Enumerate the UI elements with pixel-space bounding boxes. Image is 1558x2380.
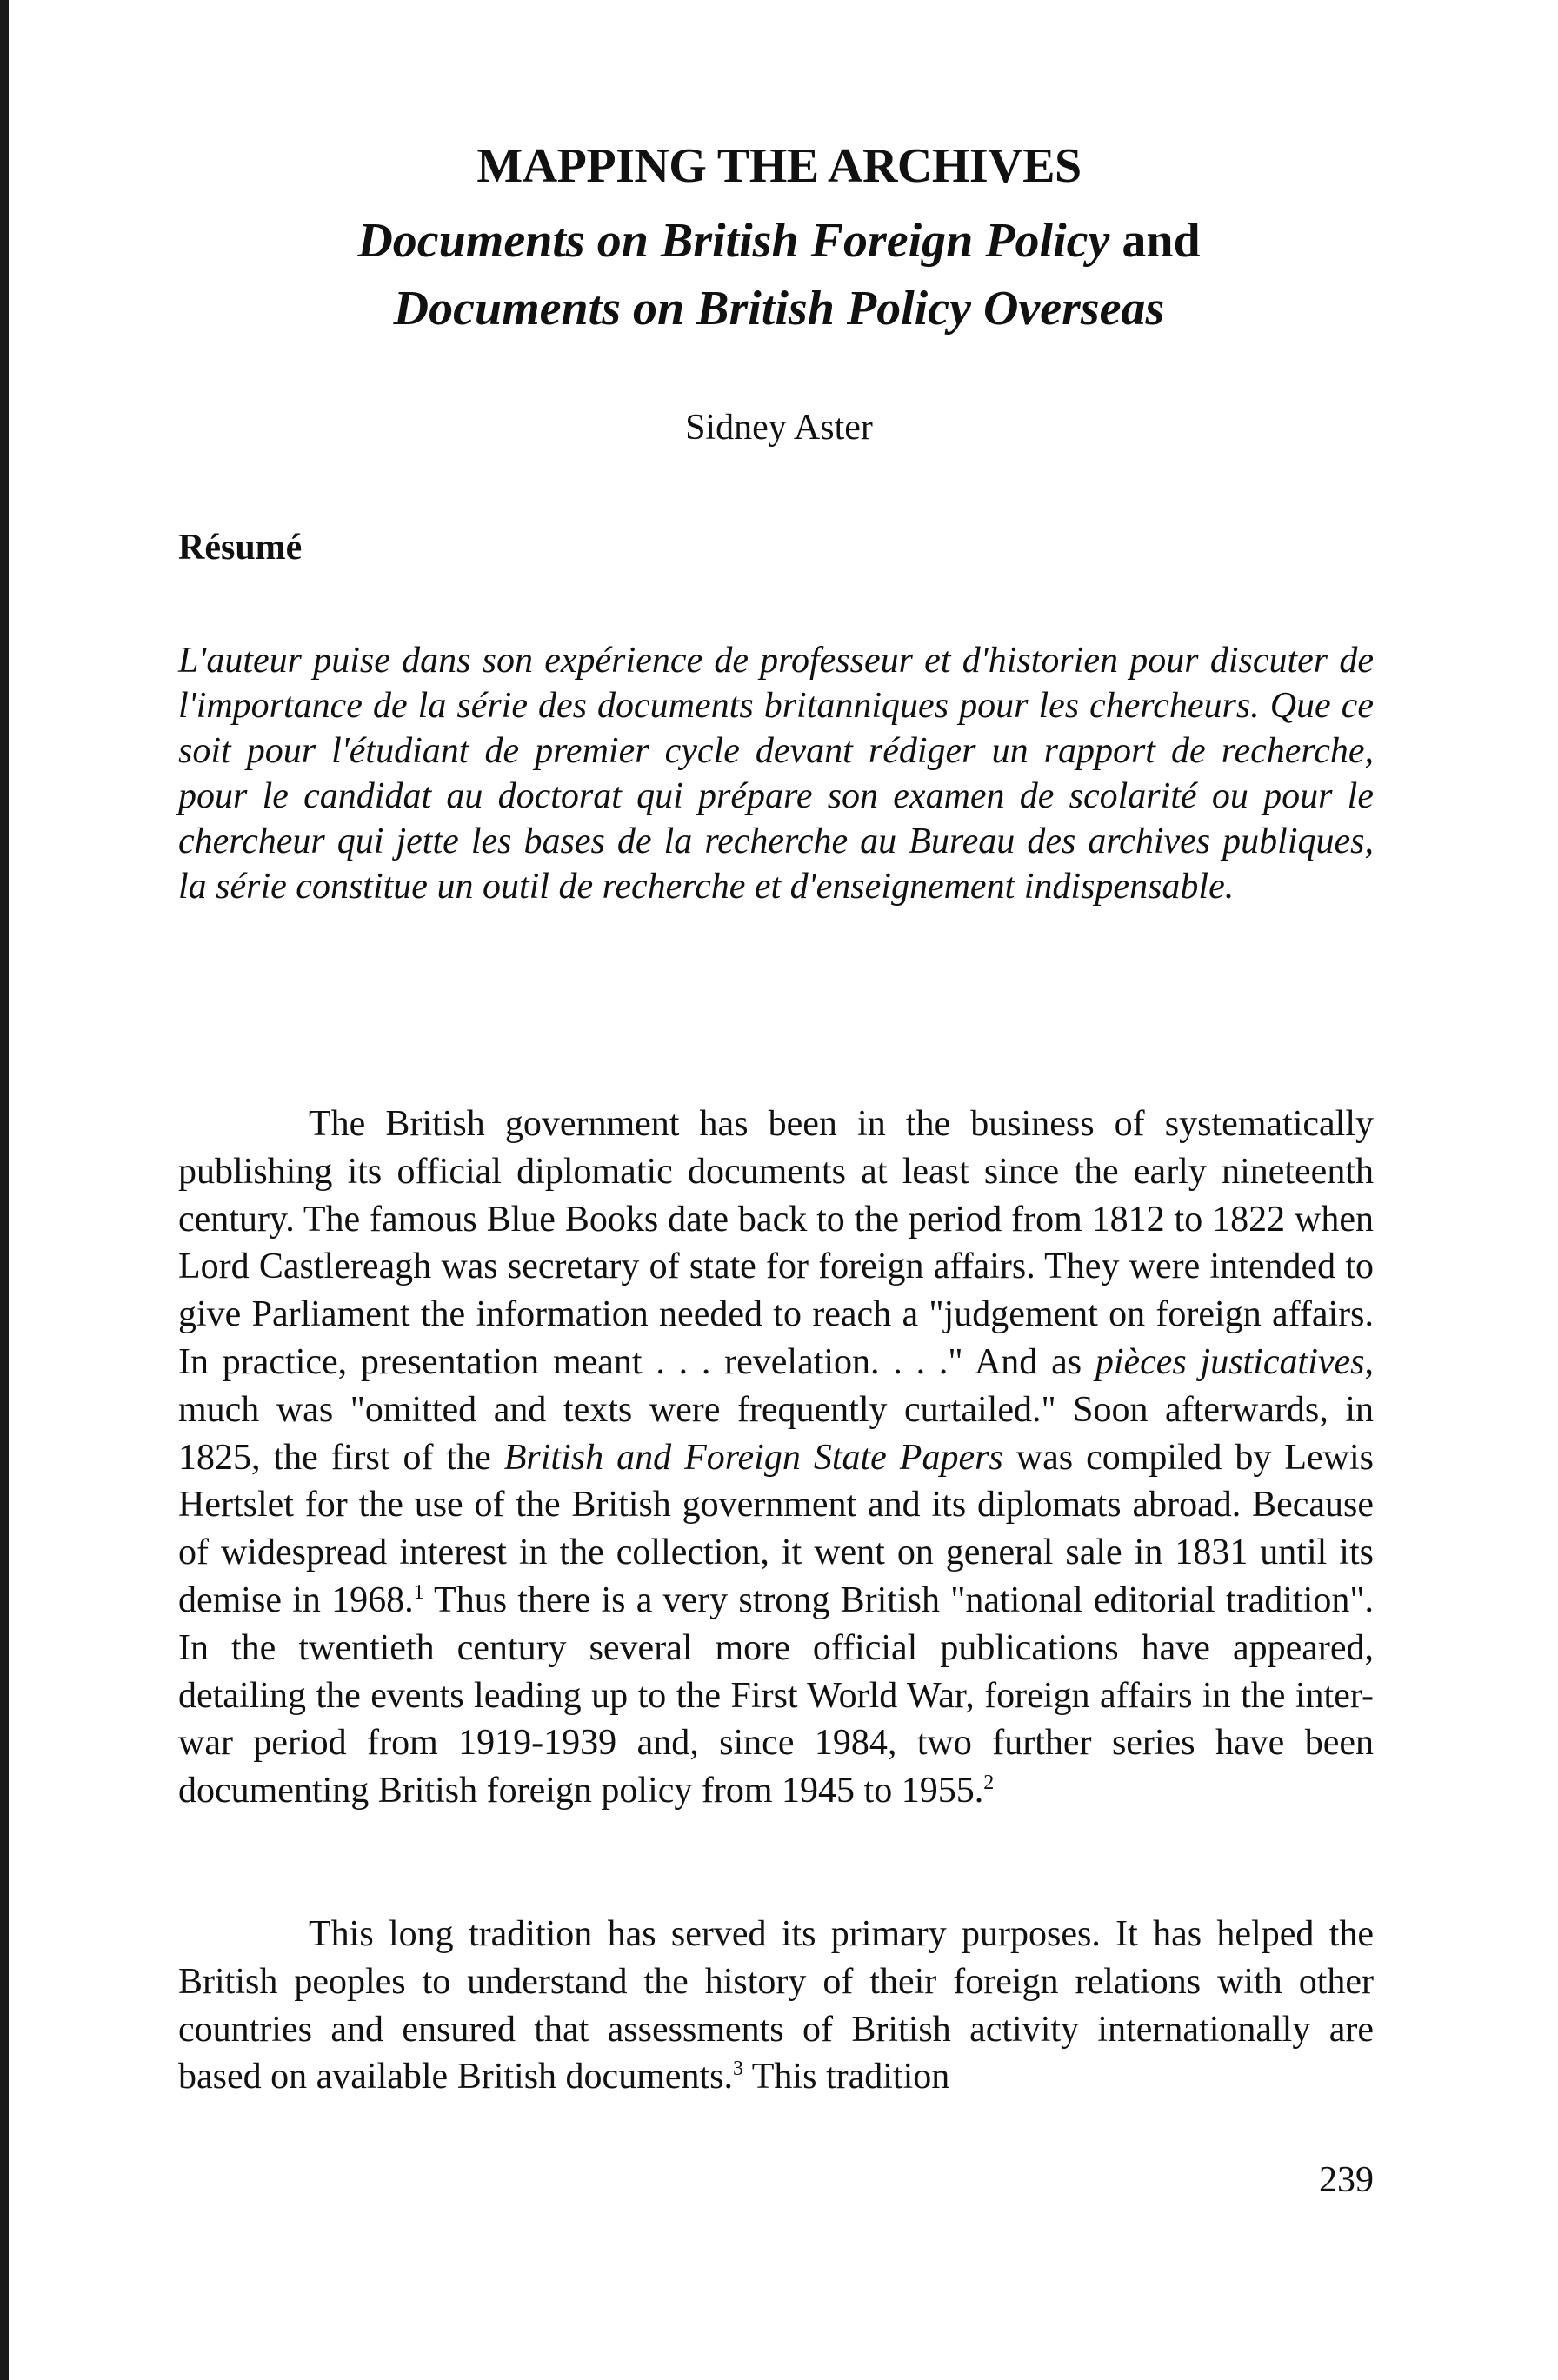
p1-text-f: Thus there is a very strong British "national editorial tradition". In the twentieth century several more official publications have appeared, detailing the events leading up to the First World War, foreign affairs in the inter-war period from 1919-1939 and, since 1984, two further series have been documenting British foreign policy from 1945 to 1955. [178,1579,1374,1812]
subtitle-series-2: Documents on British Policy Overseas [393,282,1165,336]
article-title: MAPPING THE ARCHIVES [476,139,1082,193]
p2-text-a: This long tradition has served its primary purposes. It has helped the British peoples to understand the history of their foreign relations with other countries and ensured that assessments of British activity internationally are based on available British documents. [178,1914,1374,2097]
p1-italic-state-papers: British and Foreign State Papers [503,1437,1003,1478]
p1-italic-pieces: pièces justicatives [1095,1341,1365,1382]
page-number: 239 [1319,2160,1374,2200]
p1-text-e: was compiled by Lewis Hertslet for the use of the British government and its diplomats abroad. Because of widespread interest in the collection, it went on general sale in 1831 until its demise in 1968. [178,1437,1375,1620]
subtitle-series-1: Documents on British Foreign Policy [357,214,1110,268]
resume-heading: Résumé [178,528,303,568]
footnote-ref-1: 1 [413,1580,424,1604]
resume-abstract: L'auteur puise dans son expérience de professeur et d'historien pour discuter de l'importance de la série des documents britanniques pour les chercheurs. Que ce soit pour l'étudiant de premier cycle devant rédiger un rapport de recherche, pour le candidat au doctorat qui prépare son examen de scolarité ou pour le chercheur qui jette les bases de la recherche au Bureau des archives publiques, la série constitue un outil de recherche et d'enseignement indispensable. [178,641,1374,907]
p1-text-a: The British government has been in the business of systematically publishing its official diplomatic documents at least since the early nineteenth century. The famous Blue Books date back to the period from 1812 to 1822 when Lord Castlereagh was secretary of state for foreign affairs. They were intended to give Parliament the information needed to reach a "judgement on foreign affairs. In practice, presentation meant . . . revelation. . . ." And as [178,1104,1374,1382]
p1-text-c: , much was "omitted and texts were frequently curtailed." Soon afterwards, in 1825, the first of the [178,1341,1374,1478]
author-name: Sidney Aster [685,408,873,448]
body-paragraph-2 [178,1911,1374,2101]
article-subtitle-line-1 [0,212,1558,269]
subtitle-conjunction: and [1109,214,1201,268]
body-paragraph-1 [178,1100,1374,1815]
p2-text-b: This tradition [743,2057,950,2097]
footnote-ref-3: 3 [733,2058,744,2081]
article-subtitle-line-2 [0,280,1558,337]
footnote-ref-2: 2 [983,1772,995,1795]
